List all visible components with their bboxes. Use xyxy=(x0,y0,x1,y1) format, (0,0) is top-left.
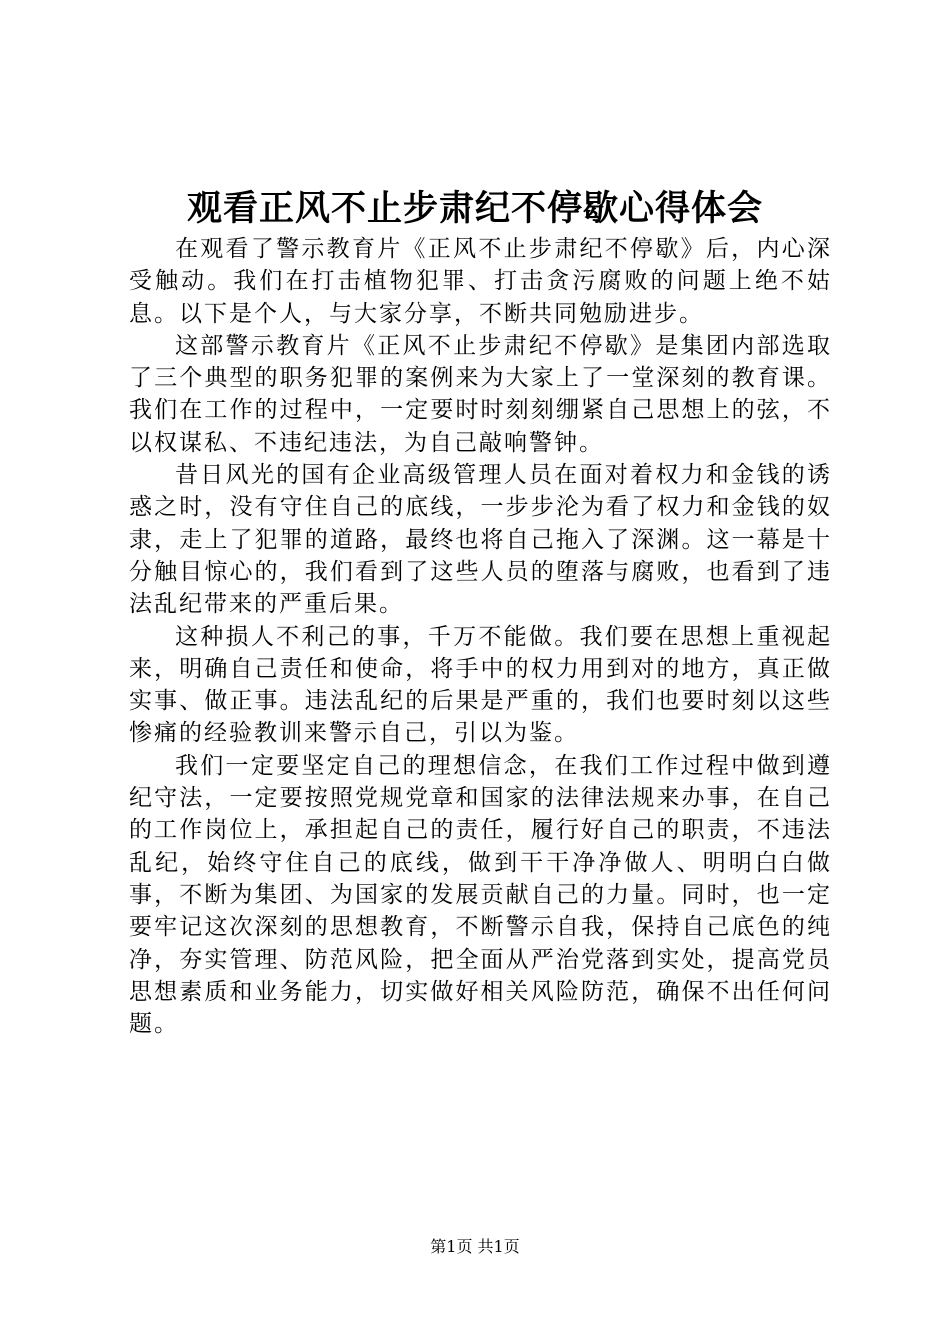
page-footer: 第1页 共1页 xyxy=(430,1237,520,1256)
paragraph-2: 这部警示教育片《正风不止步肃纪不停歇》是集团内部选取了三个典型的职务犯罪的案例来为大家上了一堂深刻的教育课。我们在工作的过程中，一定要时时刻刻绷紧自己思想上的弦，不以权谋私、不违纪违法，为自己敲响警钟。 xyxy=(129,332,832,456)
document-title: 观看正风不止步肃纪不停歇心得体会 xyxy=(186,188,763,229)
paragraph-1: 在观看了警示教育片《正风不止步肃纪不停歇》后，内心深受触动。我们在打击植物犯罪、打击贪污腐败的问题上绝不姑息。以下是个人，与大家分享，不断共同勉励进步。 xyxy=(129,236,832,327)
document-body xyxy=(129,233,832,1040)
paragraph-3: 昔日风光的国有企业高级管理人员在面对着权力和金钱的诱惑之时，没有守住自己的底线，一步步沦为看了权力和金钱的奴隶，走上了犯罪的道路，最终也将自己拖入了深渊。这一幕是十分触目惊心的，我们看到了这些人员的堕落与腐败，也看到了违法乱纪带来的严重后果。 xyxy=(129,462,832,618)
paragraph-4: 这种损人不利己的事，千万不能做。我们要在思想上重视起来，明确自己责任和使命，将手中的权力用到对的地方，真正做实事、做正事。违法乱纪的后果是严重的，我们也要时刻以这些惨痛的经验教训来警示自己，引以为鉴。 xyxy=(129,623,832,747)
paragraph-5: 我们一定要坚定自己的理想信念，在我们工作过程中做到遵纪守法，一定要按照党规党章和国家的法律法规来办事，在自己的工作岗位上，承担起自己的责任，履行好自己的职责，不违法乱纪，始终守住自己的底线，做到干干净净做人、明明白白做事，不断为集团、为国家的发展贡献自己的力量。同时，也一定要牢记这次深刻的思想教育，不断警示自我，保持自己底色的纯净，夯实管理、防范风险，把全面从严治党落到实处，提高党员思想素质和业务能力，切实做好相关风险防范，确保不出任何问题。 xyxy=(129,752,832,1038)
